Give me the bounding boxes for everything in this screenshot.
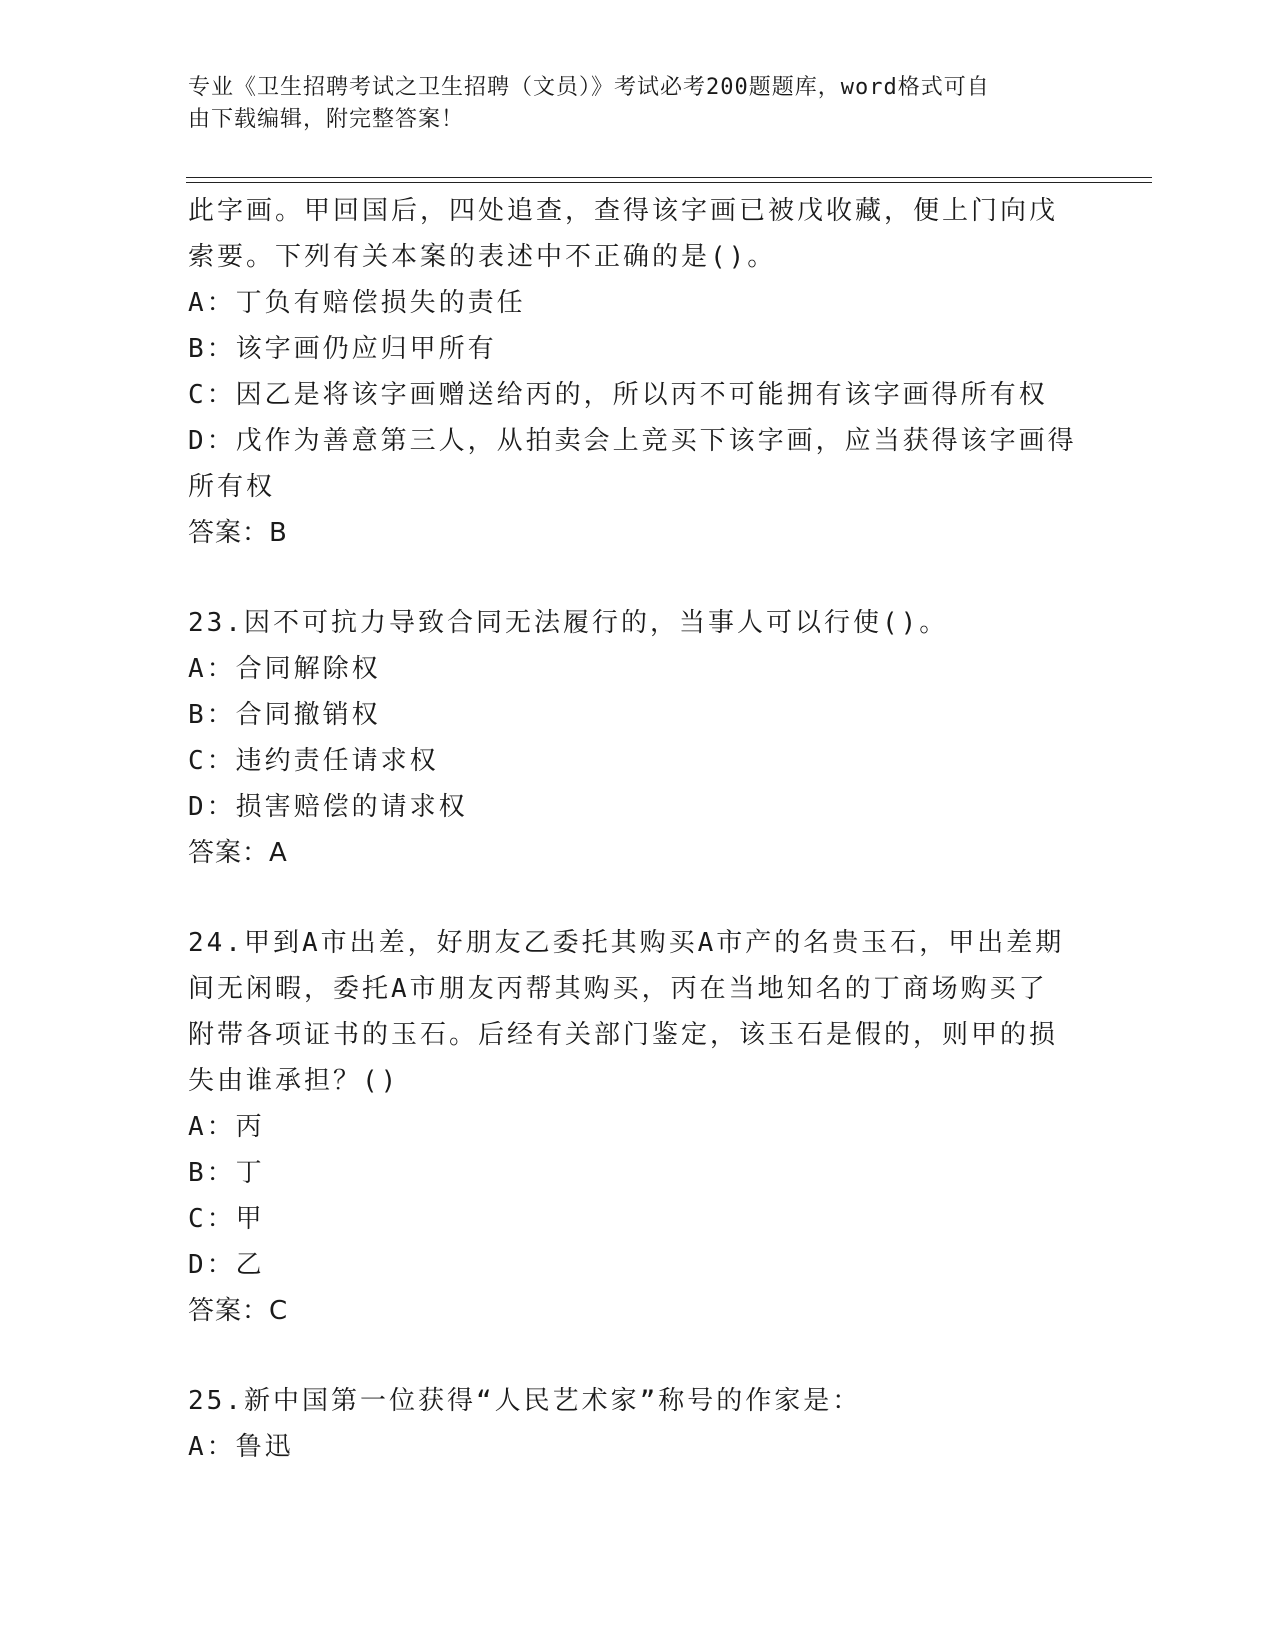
question-content [188,188,1088,1470]
spacer [188,556,1088,600]
question-24 [188,920,1088,1334]
spacer [188,876,1088,920]
answer-label: 答案：A [188,838,288,868]
option-b: B：合同撤销权 [188,700,381,730]
option-d: D：乙 [188,1250,265,1280]
question-22 [188,188,1088,556]
option-a: A：丁负有赔偿损失的责任 [188,288,526,318]
question-25 [188,1378,1088,1470]
option-d-continued: 所有权 [188,472,276,502]
option-b: B：丁 [188,1158,265,1188]
option-b: B：该字画仍应归甲所有 [188,334,497,364]
question-stem-line: 失由谁承担？() [188,1066,400,1096]
option-c: C：因乙是将该字画赠送给丙的，所以丙不可能拥有该字画得所有权 [188,380,1048,410]
option-a: A：丙 [188,1112,265,1142]
question-stem-line: 附带各项证书的玉石。后经有关部门鉴定，该玉石是假的，则甲的损 [188,1020,1059,1050]
question-stem-line: 此字画。甲回国后，四处追查，查得该字画已被戊收藏，便上门向戊 [188,196,1059,226]
header-line-1: 专业《卫生招聘考试之卫生招聘（文员）》考试必考200题题库，word格式可自 [188,75,990,100]
question-stem-line: 24.甲到A市出差，好朋友乙委托其购买A市产的名贵玉石，甲出差期 [188,928,1065,958]
option-d: D：损害赔偿的请求权 [188,792,468,822]
option-c: C：违约责任请求权 [188,746,439,776]
header-line-2: 由下载编辑，附完整答案！ [188,107,465,132]
option-c: C：甲 [188,1204,265,1234]
question-23 [188,600,1088,876]
header-divider-bottom [186,182,1152,183]
option-d: D：戊作为善意第三人，从拍卖会上竞买下该字画，应当获得该字画得 [188,426,1077,456]
document-header [188,72,1068,136]
header-divider-top [186,177,1152,178]
answer-label: 答案：B [188,518,288,548]
option-a: A：合同解除权 [188,654,381,684]
question-stem-line: 间无闲暇，委托A市朋友丙帮其购买，丙在当地知名的丁商场购买了 [188,974,1048,1004]
spacer [188,1334,1088,1378]
question-stem-line: 索要。下列有关本案的表述中不正确的是()。 [188,242,777,272]
question-stem-line: 25.新中国第一位获得“人民艺术家”称号的作家是： [188,1386,862,1416]
question-stem-line: 23.因不可抗力导致合同无法履行的，当事人可以行使()。 [188,608,949,638]
answer-label: 答案：C [188,1296,289,1326]
option-a: A：鲁迅 [188,1432,294,1462]
